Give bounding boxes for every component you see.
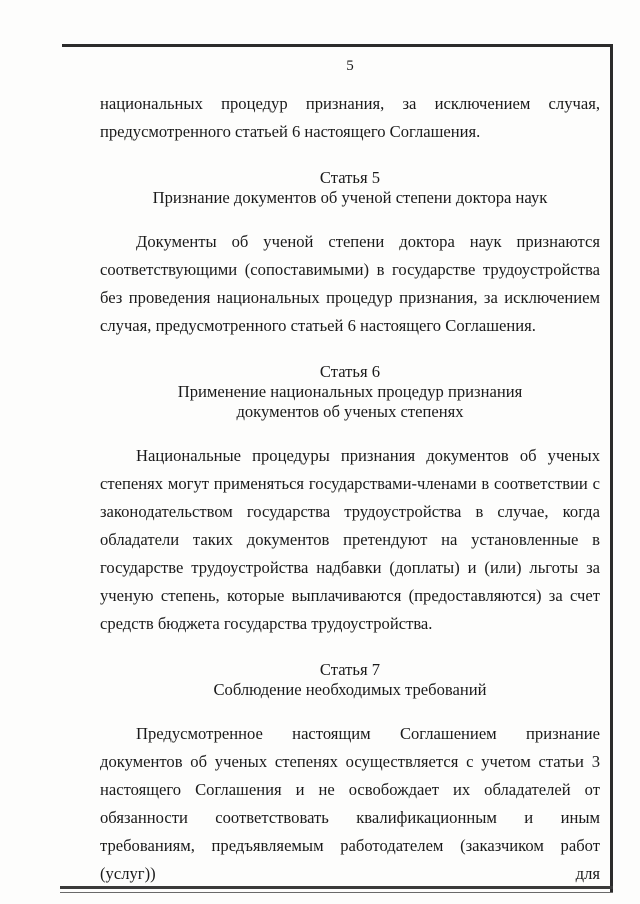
article-number: Статья 6	[319, 362, 381, 381]
article-title: Признание документов об ученой степени доктора наук	[152, 188, 548, 207]
article-number: Статья 5	[319, 168, 381, 187]
article-6-heading	[100, 362, 600, 422]
article-7-heading	[100, 660, 600, 700]
page-border-right	[610, 44, 613, 892]
paragraph-continuation	[100, 90, 600, 146]
article-title-line: документов об ученых степенях	[236, 402, 464, 421]
page-number: 5	[346, 58, 354, 74]
text-line: национальных процедур признания, за исключением случая,	[100, 94, 600, 113]
article-5-text: Документы об ученой степени доктора наук признаются соответствующими (сопоставимыми) в государстве трудоустройства без проведения национальных процедур признания, за исключением случая, предусмотренного статьей 6 настоящего Соглашения.	[100, 232, 600, 335]
page-border-top	[62, 44, 612, 47]
document-body	[100, 90, 600, 888]
article-number: Статья 7	[319, 660, 381, 679]
article-7-text: Предусмотренное настоящим Соглашением признание документов об ученых степенях осуществляется с учетом статьи 3 настоящего Соглашения и не освобождает их обладателей от обязанности соответствовать квалификационным и иным требованиям, предъявляемым работодателем (заказчиком работ (услуг)) для	[100, 724, 600, 883]
article-5-heading	[100, 168, 600, 208]
article-title-line: Применение национальных процедур признания	[177, 382, 523, 401]
article-title: Соблюдение необходимых требований	[213, 680, 487, 699]
article-6-text: Национальные процедуры признания документов об ученых степенях могут применяться государствами-членами в соответствии с законодательством государства трудоустройства в случае, когда обладатели таких документов претендуют на установленные в государстве трудоустройства надбавки (доплаты) и (или) льготы за ученую степень, которые выплачиваются (предоставляются) за счет средств бюджета государства трудоустройства.	[100, 446, 600, 633]
text-line: предусмотренного статьей 6 настоящего Соглашения.	[100, 122, 481, 141]
page-border-bottom-thin	[60, 892, 613, 893]
